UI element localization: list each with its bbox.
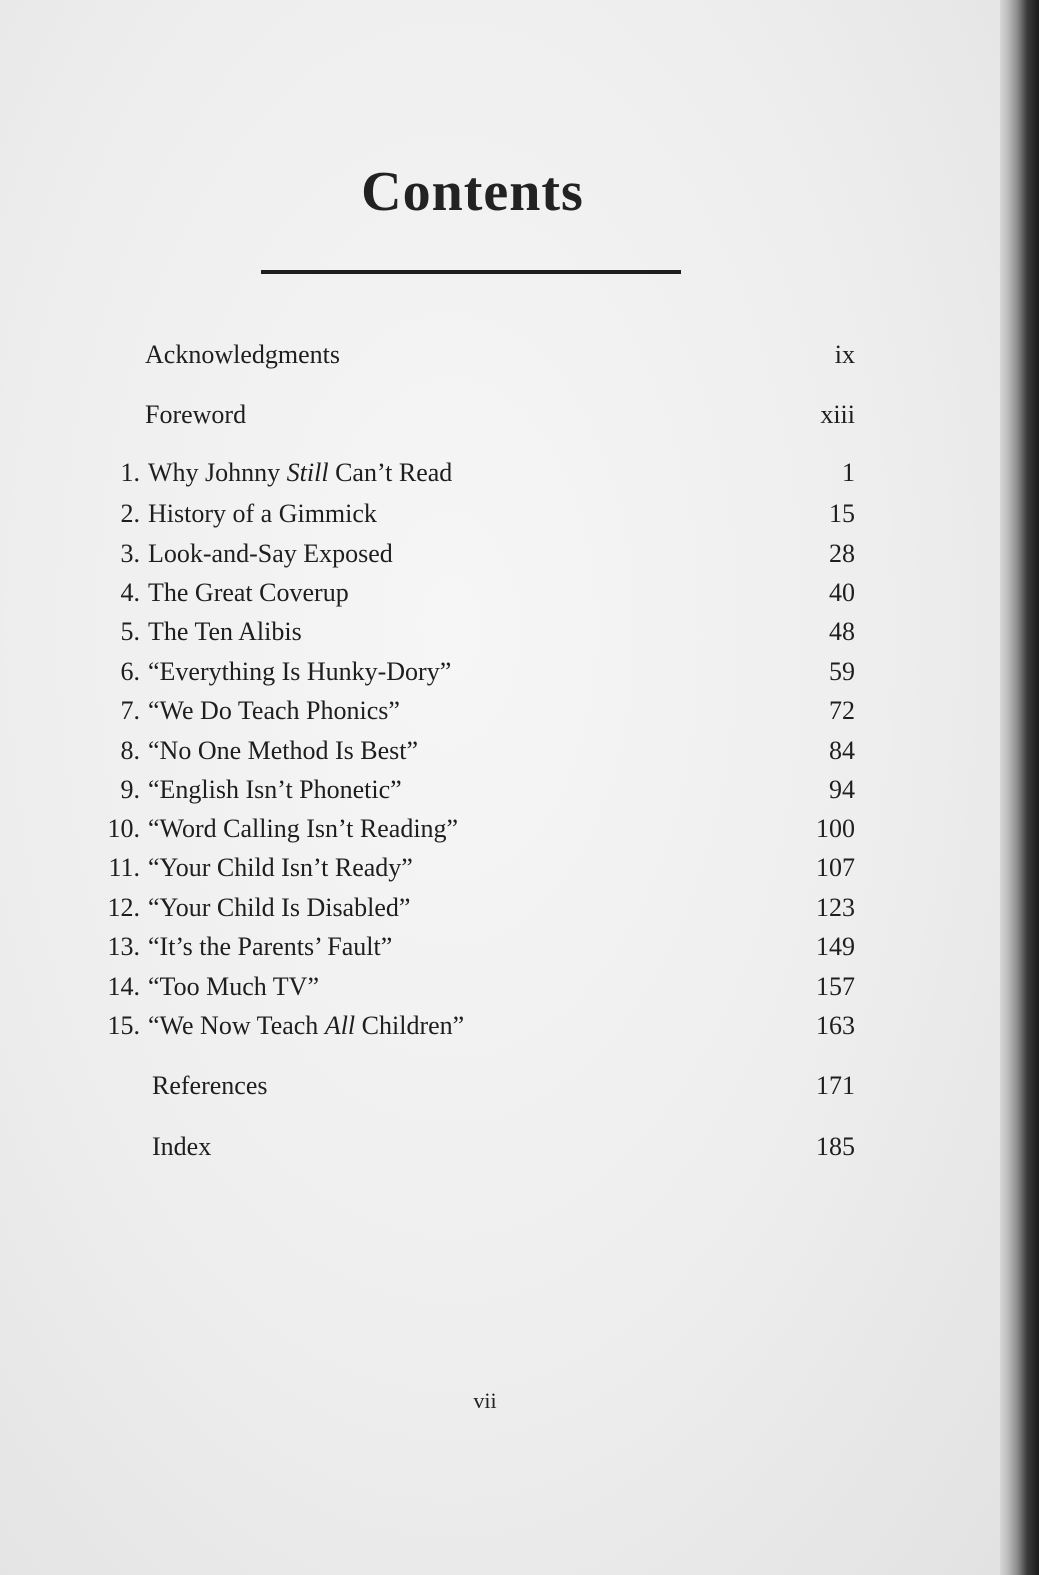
chapter-number: 4. — [120, 578, 140, 607]
toc-entry-page: ix — [834, 340, 855, 369]
toc-entry-title: Foreword — [145, 400, 247, 429]
toc-chapter-entry — [0, 733, 1000, 769]
chapter-page: 28 — [829, 539, 855, 568]
chapter-page: 40 — [829, 578, 855, 607]
chapter-number: 14. — [107, 972, 140, 1001]
chapter-page: 15 — [829, 499, 855, 528]
toc-chapter-entry — [0, 693, 1000, 729]
toc-chapter-entry — [0, 536, 1000, 572]
chapter-title: “Everything Is Hunky-Dory” — [148, 657, 452, 686]
chapter-page: 1 — [842, 458, 855, 487]
chapter-number: 7. — [120, 696, 140, 725]
chapter-title: Why Johnny Still Can’t Read — [148, 458, 453, 487]
chapter-title: “Word Calling Isn’t Reading” — [148, 814, 459, 843]
chapter-page: 72 — [829, 696, 855, 725]
toc-entry-index — [0, 1129, 1000, 1165]
chapter-page: 163 — [816, 1011, 855, 1040]
chapter-number: 12. — [107, 893, 140, 922]
toc-chapter-entry — [0, 969, 1000, 1005]
toc-entry-page: xiii — [820, 400, 855, 429]
chapter-page: 100 — [816, 814, 855, 843]
book-spine-shadow — [1000, 0, 1039, 1575]
page-title: Contents — [361, 161, 584, 223]
toc-chapter-entry — [0, 614, 1000, 650]
title-rule — [261, 270, 681, 274]
toc-chapter-entry — [0, 575, 1000, 611]
toc-chapter-entry — [0, 850, 1000, 886]
chapter-page: 107 — [816, 853, 855, 882]
toc-chapter-entry — [0, 811, 1000, 847]
toc-entry-references — [0, 1068, 1000, 1104]
chapter-page: 123 — [816, 893, 855, 922]
chapter-page: 157 — [816, 972, 855, 1001]
chapter-page: 84 — [829, 736, 855, 765]
chapter-title: “It’s the Parents’ Fault” — [148, 932, 393, 961]
chapter-number: 5. — [120, 617, 140, 646]
chapter-title: “We Now Teach All Children” — [148, 1011, 465, 1040]
toc-entry-page: 171 — [816, 1071, 855, 1100]
toc-entry-title: Index — [152, 1132, 212, 1161]
chapter-title: “Your Child Is Disabled” — [148, 893, 411, 922]
chapter-title: The Great Coverup — [148, 578, 349, 607]
chapter-number: 13. — [107, 932, 140, 961]
toc-entry-page: 185 — [816, 1132, 855, 1161]
chapter-title: History of a Gimmick — [148, 499, 377, 528]
chapter-page: 149 — [816, 932, 855, 961]
page-number: vii — [473, 1388, 497, 1413]
toc-entry-title: References — [152, 1071, 268, 1100]
toc-entry-title: Acknowledgments — [145, 340, 340, 369]
toc-chapter-entry — [0, 772, 1000, 808]
chapter-number: 6. — [120, 657, 140, 686]
toc-chapter-entry — [0, 929, 1000, 965]
chapter-title: “We Do Teach Phonics” — [148, 696, 400, 725]
chapter-page: 59 — [829, 657, 855, 686]
chapter-number: 2. — [120, 499, 140, 528]
chapter-title: “Too Much TV” — [148, 972, 319, 1001]
toc-chapter-entry — [0, 1008, 1000, 1044]
chapter-title: “Your Child Isn’t Ready” — [148, 853, 413, 882]
chapter-number: 10. — [107, 814, 140, 843]
chapter-number: 15. — [107, 1011, 140, 1040]
chapter-title: The Ten Alibis — [148, 617, 302, 646]
toc-chapter-entry — [0, 654, 1000, 690]
chapter-number: 1. — [120, 458, 140, 487]
toc-entry-foreword — [0, 397, 1000, 433]
chapter-title: “English Isn’t Phonetic” — [148, 775, 402, 804]
toc-chapter-entry — [0, 496, 1000, 532]
chapter-number: 9. — [120, 775, 140, 804]
chapter-number: 8. — [120, 736, 140, 765]
chapter-number: 11. — [108, 853, 140, 882]
toc-chapter-entry — [0, 890, 1000, 926]
chapter-page: 48 — [829, 617, 855, 646]
chapter-number: 3. — [120, 539, 140, 568]
toc-entry-acknowledgments — [0, 337, 1000, 373]
chapter-title: “No One Method Is Best” — [148, 736, 419, 765]
chapter-page: 94 — [829, 775, 855, 804]
toc-chapter-entry — [0, 455, 1000, 491]
chapter-title: Look-and-Say Exposed — [148, 539, 393, 568]
